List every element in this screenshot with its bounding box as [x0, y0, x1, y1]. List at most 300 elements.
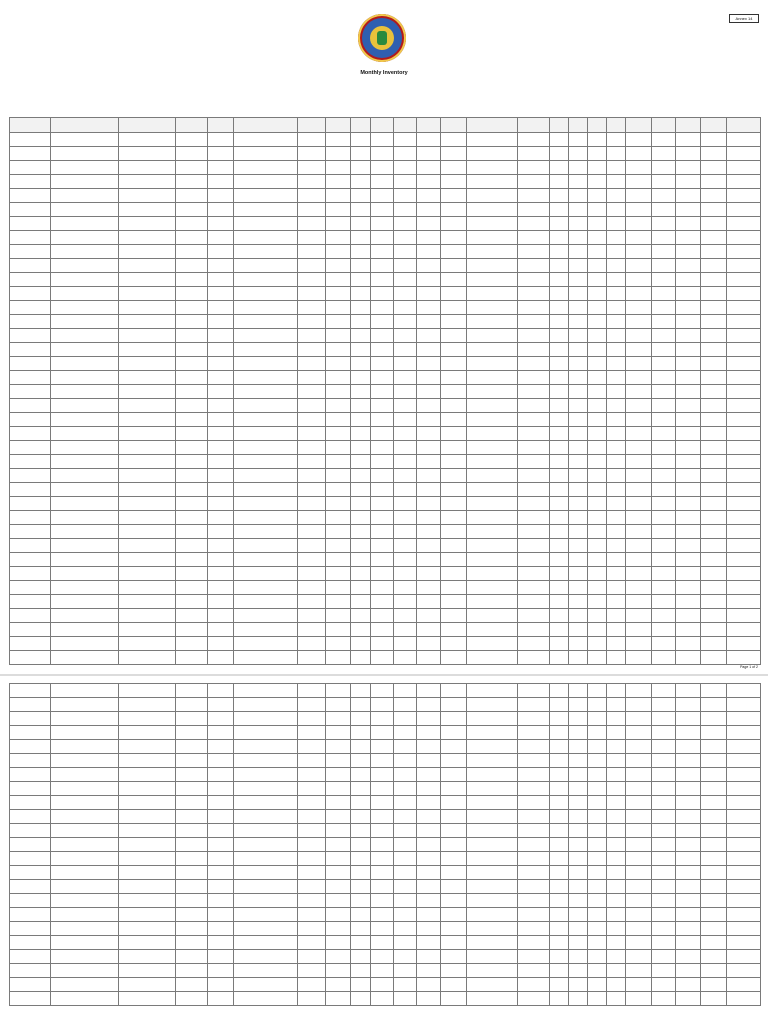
- table-row: [10, 413, 761, 427]
- table-cell: [208, 880, 234, 894]
- table-cell: [10, 497, 51, 511]
- table-cell: [297, 315, 325, 329]
- table-cell: [176, 455, 208, 469]
- table-cell: [607, 259, 626, 273]
- table-cell: [233, 866, 297, 880]
- table-cell: [652, 950, 675, 964]
- table-cell: [118, 684, 176, 698]
- table-cell: [588, 866, 607, 880]
- table-cell: [370, 273, 393, 287]
- table-cell: [701, 525, 727, 539]
- table-cell: [626, 553, 652, 567]
- table-row: [10, 824, 761, 838]
- table-cell: [607, 810, 626, 824]
- table-cell: [588, 623, 607, 637]
- table-cell: [393, 740, 416, 754]
- table-cell: [417, 483, 440, 497]
- table-cell: [370, 796, 393, 810]
- table-cell: [517, 483, 549, 497]
- table-cell: [517, 698, 549, 712]
- table-cell: [607, 623, 626, 637]
- table-cell: [652, 964, 675, 978]
- table-cell: [118, 595, 176, 609]
- table-row: [10, 978, 761, 992]
- table-cell: [549, 329, 568, 343]
- table-cell: [568, 553, 587, 567]
- table-cell: [118, 525, 176, 539]
- table-cell: [393, 838, 416, 852]
- table-cell: [726, 413, 760, 427]
- table-cell: [652, 231, 675, 245]
- table-row: [10, 315, 761, 329]
- table-cell: [652, 894, 675, 908]
- table-cell: [351, 511, 370, 525]
- table-cell: [652, 329, 675, 343]
- table-cell: [701, 371, 727, 385]
- table-cell: [176, 217, 208, 231]
- table-cell: [726, 992, 760, 1006]
- table-cell: [440, 978, 466, 992]
- table-cell: [351, 399, 370, 413]
- table-cell: [588, 581, 607, 595]
- table-cell: [233, 315, 297, 329]
- column-header: [517, 118, 549, 133]
- table-cell: [607, 651, 626, 665]
- table-cell: [370, 684, 393, 698]
- table-cell: [701, 637, 727, 651]
- table-cell: [393, 712, 416, 726]
- table-cell: [50, 992, 118, 1006]
- table-cell: [118, 936, 176, 950]
- table-cell: [10, 511, 51, 525]
- table-row: [10, 782, 761, 796]
- table-row: [10, 161, 761, 175]
- table-cell: [325, 399, 351, 413]
- table-cell: [701, 623, 727, 637]
- table-cell: [393, 399, 416, 413]
- table-cell: [652, 838, 675, 852]
- table-cell: [466, 189, 517, 203]
- table-cell: [701, 684, 727, 698]
- table-cell: [701, 357, 727, 371]
- table-cell: [370, 740, 393, 754]
- table-cell: [607, 782, 626, 796]
- table-cell: [726, 371, 760, 385]
- table-cell: [549, 595, 568, 609]
- table-cell: [297, 441, 325, 455]
- table-cell: [675, 567, 701, 581]
- table-cell: [233, 726, 297, 740]
- table-cell: [233, 175, 297, 189]
- table-cell: [297, 740, 325, 754]
- table-cell: [568, 273, 587, 287]
- table-cell: [10, 357, 51, 371]
- table-cell: [607, 922, 626, 936]
- table-cell: [176, 908, 208, 922]
- table-cell: [726, 684, 760, 698]
- table-cell: [701, 894, 727, 908]
- table-cell: [10, 133, 51, 147]
- table-cell: [417, 838, 440, 852]
- table-cell: [208, 651, 234, 665]
- table-cell: [726, 553, 760, 567]
- table-cell: [297, 581, 325, 595]
- table-cell: [297, 768, 325, 782]
- table-cell: [297, 684, 325, 698]
- table-row: [10, 950, 761, 964]
- table-cell: [417, 273, 440, 287]
- table-cell: [701, 978, 727, 992]
- table-cell: [393, 343, 416, 357]
- table-cell: [351, 217, 370, 231]
- table-cell: [417, 399, 440, 413]
- table-cell: [233, 609, 297, 623]
- table-cell: [118, 623, 176, 637]
- table-cell: [10, 740, 51, 754]
- table-cell: [466, 609, 517, 623]
- table-cell: [607, 483, 626, 497]
- table-cell: [370, 147, 393, 161]
- table-row: [10, 712, 761, 726]
- table-cell: [50, 726, 118, 740]
- table-cell: [549, 133, 568, 147]
- table-cell: [370, 936, 393, 950]
- table-cell: [440, 782, 466, 796]
- table-cell: [517, 992, 549, 1006]
- table-cell: [208, 950, 234, 964]
- table-cell: [726, 936, 760, 950]
- table-cell: [208, 978, 234, 992]
- table-cell: [208, 768, 234, 782]
- table-cell: [588, 525, 607, 539]
- table-cell: [701, 992, 727, 1006]
- table-cell: [417, 964, 440, 978]
- table-cell: [351, 413, 370, 427]
- table-cell: [652, 245, 675, 259]
- column-header: [393, 118, 416, 133]
- table-cell: [50, 950, 118, 964]
- table-cell: [652, 427, 675, 441]
- table-cell: [233, 161, 297, 175]
- table-cell: [393, 978, 416, 992]
- table-row: [10, 371, 761, 385]
- table-cell: [652, 768, 675, 782]
- table-cell: [726, 581, 760, 595]
- table-cell: [549, 413, 568, 427]
- table-cell: [549, 399, 568, 413]
- table-cell: [50, 357, 118, 371]
- table-cell: [176, 329, 208, 343]
- table-cell: [50, 287, 118, 301]
- table-cell: [549, 175, 568, 189]
- table-cell: [626, 684, 652, 698]
- table-cell: [393, 357, 416, 371]
- table-cell: [675, 161, 701, 175]
- table-cell: [208, 455, 234, 469]
- table-cell: [466, 880, 517, 894]
- table-cell: [701, 329, 727, 343]
- table-cell: [568, 539, 587, 553]
- table-cell: [466, 455, 517, 469]
- table-cell: [417, 343, 440, 357]
- table-cell: [675, 609, 701, 623]
- table-cell: [370, 712, 393, 726]
- table-cell: [626, 992, 652, 1006]
- table-cell: [568, 301, 587, 315]
- table-cell: [440, 768, 466, 782]
- table-cell: [118, 385, 176, 399]
- table-cell: [701, 581, 727, 595]
- table-cell: [607, 581, 626, 595]
- table-cell: [417, 371, 440, 385]
- table-cell: [233, 231, 297, 245]
- table-cell: [588, 427, 607, 441]
- table-cell: [466, 964, 517, 978]
- table-cell: [626, 301, 652, 315]
- table-cell: [549, 726, 568, 740]
- table-cell: [701, 315, 727, 329]
- table-cell: [50, 964, 118, 978]
- table-cell: [549, 525, 568, 539]
- table-cell: [440, 455, 466, 469]
- table-cell: [50, 189, 118, 203]
- table-row: [10, 385, 761, 399]
- table-cell: [417, 950, 440, 964]
- table-cell: [726, 469, 760, 483]
- table-cell: [351, 161, 370, 175]
- table-cell: [351, 133, 370, 147]
- table-cell: [297, 623, 325, 637]
- table-cell: [675, 301, 701, 315]
- table-cell: [466, 399, 517, 413]
- table-cell: [568, 525, 587, 539]
- table-cell: [176, 698, 208, 712]
- table-cell: [351, 852, 370, 866]
- table-cell: [325, 147, 351, 161]
- table-cell: [351, 964, 370, 978]
- table-cell: [417, 469, 440, 483]
- table-cell: [208, 539, 234, 553]
- table-cell: [393, 595, 416, 609]
- table-cell: [517, 684, 549, 698]
- table-cell: [208, 203, 234, 217]
- page-number: Page 1 of 2: [740, 665, 758, 669]
- table-cell: [588, 740, 607, 754]
- table-cell: [118, 315, 176, 329]
- table-cell: [297, 385, 325, 399]
- table-cell: [549, 623, 568, 637]
- table-cell: [517, 371, 549, 385]
- table-cell: [517, 922, 549, 936]
- table-cell: [370, 852, 393, 866]
- table-cell: [588, 371, 607, 385]
- table-cell: [626, 950, 652, 964]
- table-cell: [568, 245, 587, 259]
- table-cell: [466, 329, 517, 343]
- table-cell: [726, 922, 760, 936]
- table-cell: [588, 824, 607, 838]
- table-cell: [517, 866, 549, 880]
- table-cell: [208, 740, 234, 754]
- table-cell: [233, 754, 297, 768]
- table-cell: [393, 175, 416, 189]
- table-cell: [10, 712, 51, 726]
- table-cell: [440, 623, 466, 637]
- table-cell: [466, 908, 517, 922]
- table-cell: [517, 978, 549, 992]
- table-cell: [726, 175, 760, 189]
- table-cell: [440, 483, 466, 497]
- table-row: [10, 838, 761, 852]
- table-cell: [325, 894, 351, 908]
- table-cell: [517, 133, 549, 147]
- table-cell: [10, 651, 51, 665]
- table-cell: [440, 413, 466, 427]
- table-cell: [233, 992, 297, 1006]
- table-cell: [351, 343, 370, 357]
- table-row: [10, 908, 761, 922]
- table-cell: [517, 796, 549, 810]
- column-header: [50, 118, 118, 133]
- table-cell: [370, 553, 393, 567]
- table-cell: [118, 441, 176, 455]
- table-cell: [233, 581, 297, 595]
- table-cell: [440, 427, 466, 441]
- table-cell: [393, 936, 416, 950]
- table-cell: [297, 838, 325, 852]
- table-cell: [549, 315, 568, 329]
- table-cell: [675, 581, 701, 595]
- table-cell: [588, 609, 607, 623]
- table-cell: [440, 964, 466, 978]
- table-cell: [370, 133, 393, 147]
- table-cell: [351, 936, 370, 950]
- table-cell: [466, 245, 517, 259]
- table-cell: [10, 315, 51, 329]
- table-cell: [568, 315, 587, 329]
- table-cell: [517, 329, 549, 343]
- table-cell: [351, 203, 370, 217]
- table-cell: [549, 217, 568, 231]
- table-cell: [176, 637, 208, 651]
- table-cell: [233, 936, 297, 950]
- table-cell: [118, 133, 176, 147]
- table-cell: [393, 189, 416, 203]
- table-cell: [701, 712, 727, 726]
- table-cell: [675, 399, 701, 413]
- table-cell: [726, 866, 760, 880]
- table-cell: [118, 343, 176, 357]
- table-cell: [607, 894, 626, 908]
- table-cell: [118, 217, 176, 231]
- table-cell: [208, 908, 234, 922]
- table-cell: [50, 698, 118, 712]
- table-cell: [10, 539, 51, 553]
- table-cell: [607, 567, 626, 581]
- table-cell: [549, 385, 568, 399]
- table-cell: [393, 754, 416, 768]
- table-cell: [652, 726, 675, 740]
- table-cell: [652, 740, 675, 754]
- table-cell: [176, 936, 208, 950]
- table-cell: [233, 525, 297, 539]
- table-cell: [626, 203, 652, 217]
- table-cell: [517, 880, 549, 894]
- table-cell: [208, 810, 234, 824]
- table-cell: [588, 950, 607, 964]
- table-cell: [626, 175, 652, 189]
- table-cell: [370, 824, 393, 838]
- table-cell: [701, 950, 727, 964]
- table-row: [10, 539, 761, 553]
- table-cell: [588, 399, 607, 413]
- table-cell: [297, 357, 325, 371]
- table-cell: [297, 259, 325, 273]
- table-cell: [726, 796, 760, 810]
- table-cell: [370, 399, 393, 413]
- table-cell: [440, 497, 466, 511]
- table-cell: [568, 712, 587, 726]
- table-cell: [176, 539, 208, 553]
- table-cell: [176, 782, 208, 796]
- table-cell: [701, 385, 727, 399]
- table-cell: [325, 637, 351, 651]
- table-cell: [517, 497, 549, 511]
- table-row: [10, 609, 761, 623]
- table-cell: [466, 497, 517, 511]
- table-cell: [440, 441, 466, 455]
- table-cell: [568, 651, 587, 665]
- table-cell: [652, 684, 675, 698]
- table-cell: [466, 147, 517, 161]
- table-cell: [297, 203, 325, 217]
- table-cell: [568, 684, 587, 698]
- table-cell: [10, 768, 51, 782]
- table-cell: [393, 259, 416, 273]
- table-cell: [176, 950, 208, 964]
- table-cell: [517, 217, 549, 231]
- table-cell: [118, 399, 176, 413]
- table-cell: [417, 684, 440, 698]
- table-cell: [466, 978, 517, 992]
- table-cell: [517, 782, 549, 796]
- table-cell: [701, 469, 727, 483]
- table-cell: [233, 838, 297, 852]
- table-cell: [588, 894, 607, 908]
- table-cell: [417, 301, 440, 315]
- table-cell: [701, 553, 727, 567]
- table-cell: [588, 301, 607, 315]
- table-cell: [208, 357, 234, 371]
- table-cell: [393, 539, 416, 553]
- table-cell: [417, 441, 440, 455]
- table-cell: [325, 427, 351, 441]
- table-cell: [118, 511, 176, 525]
- table-cell: [10, 567, 51, 581]
- table-cell: [466, 810, 517, 824]
- table-cell: [118, 609, 176, 623]
- table-cell: [626, 922, 652, 936]
- table-cell: [466, 385, 517, 399]
- table-cell: [393, 133, 416, 147]
- table-cell: [233, 273, 297, 287]
- table-cell: [549, 651, 568, 665]
- table-cell: [466, 651, 517, 665]
- table-cell: [351, 754, 370, 768]
- table-cell: [726, 217, 760, 231]
- table-cell: [568, 964, 587, 978]
- table-cell: [233, 698, 297, 712]
